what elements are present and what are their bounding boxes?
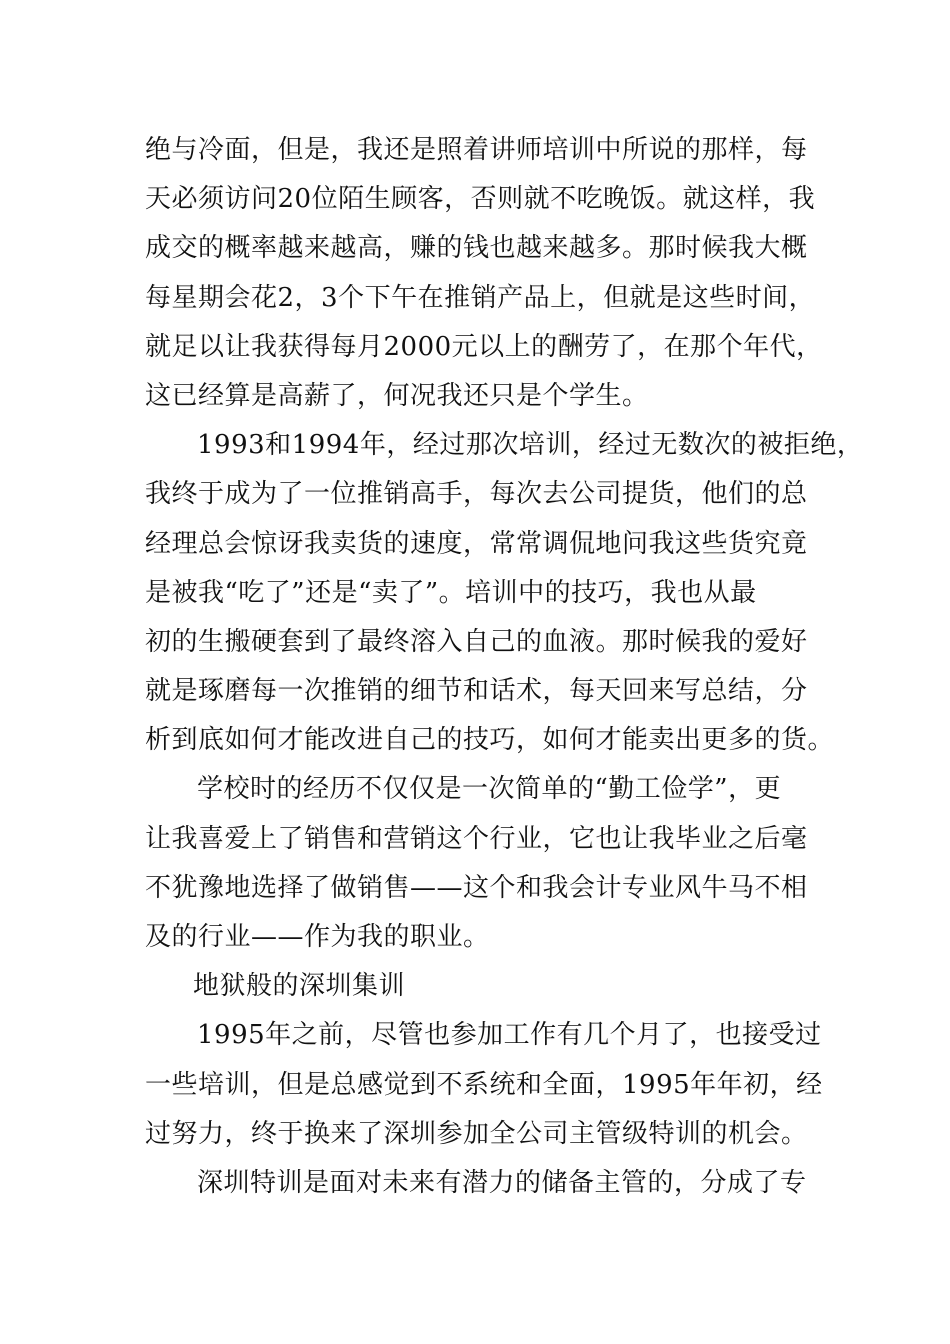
paragraph-start-line: 1995年之前，尽管也参加工作有几个月了，也接受过 xyxy=(197,1020,822,1051)
document-body xyxy=(145,126,864,1208)
text-line: 是被我“吃了”还是“卖了”。培训中的技巧，我也从最 xyxy=(145,577,757,608)
text-line: 及的行业——作为我的职业。 xyxy=(145,922,490,952)
text-line: 初的生搬硬套到了最终溶入自己的血液。那时候我的爱好 xyxy=(145,626,808,657)
text-line: 这已经算是高薪了，何况我还只是个学生。 xyxy=(145,380,649,411)
text-line: 过努力，终于换来了深圳参加全公司主管级特训的机会。 xyxy=(145,1118,808,1149)
text-line: 经理总会惊讶我卖货的速度，常常调侃地问我这些货究竟 xyxy=(145,528,808,559)
text-line: 一些培训，但是总感觉到不系统和全面，1995年年初，经 xyxy=(145,1069,823,1100)
text-line: 成交的概率越来越高，赚的钱也越来越多。那时候我大概 xyxy=(145,233,808,264)
text-line: 天必须访问20位陌生顾客，否则就不吃晚饭。就这样，我 xyxy=(145,184,816,215)
text-line: 我终于成为了一位推销高手，每次去公司提货，他们的总 xyxy=(145,479,808,510)
paragraph-start-line: 学校时的经历不仅仅是一次简单的“勤工俭学”，更 xyxy=(197,774,782,805)
text-line: 就是琢磨每一次推销的细节和话术，每天回来写总结，分 xyxy=(145,676,808,707)
text-line: 让我喜爱上了销售和营销这个行业，它也让我毕业之后毫 xyxy=(145,823,808,854)
section-heading: 地狱般的深圳集训 xyxy=(193,971,406,1002)
text-line: 不犹豫地选择了做销售——这个和我会计专业风牛马不相 xyxy=(145,872,808,903)
text-line: 析到底如何才能改进自己的技巧，如何才能卖出更多的货。 xyxy=(145,725,835,756)
text-line: 每星期会花2，3个下午在推销产品上，但就是这些时间， xyxy=(145,282,816,313)
text-line: 就足以让我获得每月2000元以上的酬劳了，在那个年代， xyxy=(145,331,823,362)
paragraph-start-line: 深圳特训是面对未来有潜力的储备主管的，分成了专 xyxy=(197,1167,807,1198)
text-line: 绝与冷面，但是，我还是照着讲师培训中所说的那样，每 xyxy=(145,135,808,165)
paragraph-start-line: 1993和1994年，经过那次培训，经过无数次的被拒绝， xyxy=(197,430,864,461)
